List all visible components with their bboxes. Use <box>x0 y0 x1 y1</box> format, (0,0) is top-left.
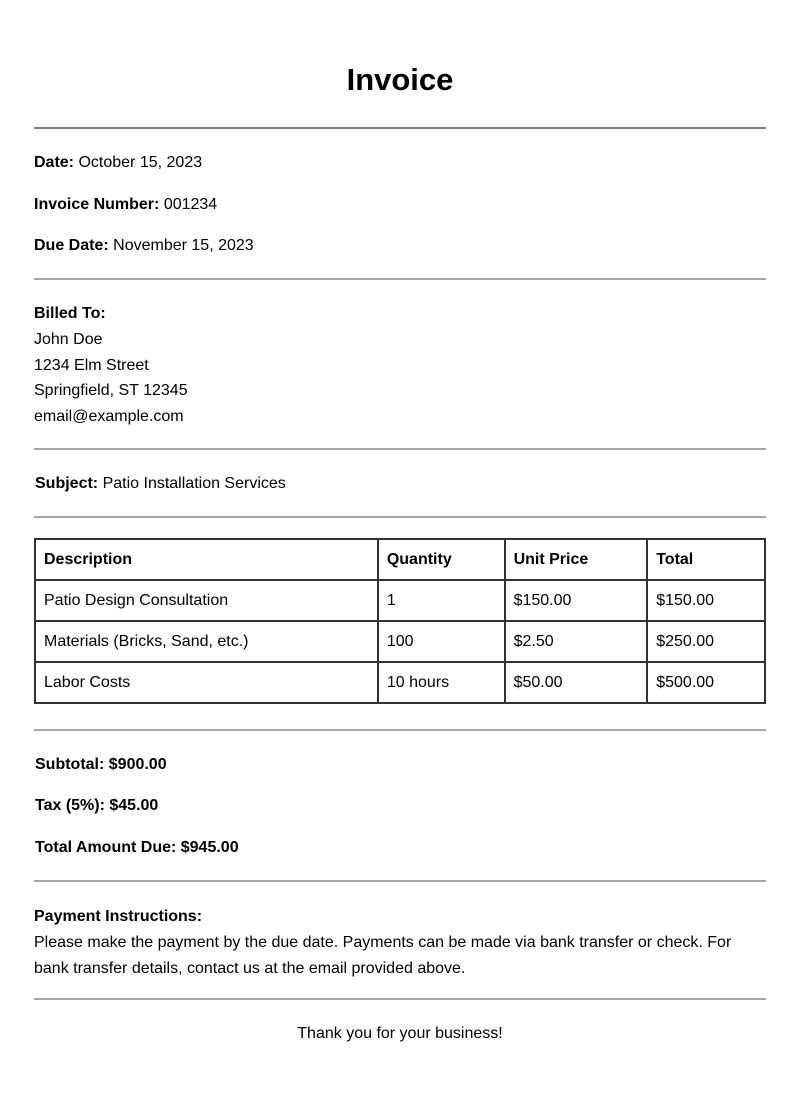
table-row <box>35 662 765 703</box>
cell-total: $250.00 <box>647 621 765 662</box>
cell-quantity: 100 <box>378 621 505 662</box>
subject-label: Subject: <box>35 475 99 492</box>
cell-total: $150.00 <box>647 580 765 621</box>
divider <box>34 127 766 129</box>
total-amount-due: Total Amount Due: $945.00 <box>35 839 239 856</box>
cell-unit-price: $2.50 <box>505 621 648 662</box>
table-row <box>35 621 765 662</box>
divider <box>34 278 766 280</box>
billed-to-email: email@example.com <box>34 408 184 426</box>
divider <box>34 448 766 450</box>
cell-unit-price: $150.00 <box>505 580 648 621</box>
due-date-value: November 15, 2023 <box>113 237 254 254</box>
subject-line <box>35 474 286 494</box>
billed-to-name: John Doe <box>34 330 103 348</box>
divider <box>34 516 766 518</box>
line-items-table <box>34 538 766 704</box>
due-date-label: Due Date: <box>34 237 109 254</box>
billed-to-street: 1234 Elm Street <box>34 356 149 374</box>
billed-to-section <box>34 301 188 430</box>
date-label: Date: <box>34 154 75 171</box>
divider <box>34 998 766 1000</box>
invoice-date <box>34 153 202 173</box>
tax: Tax (5%): $45.00 <box>35 797 159 814</box>
payment-instructions <box>34 904 766 981</box>
payment-instructions-label: Payment Instructions: <box>34 908 203 925</box>
billed-to-label: Billed To: <box>34 305 106 322</box>
table-header-row <box>35 539 765 580</box>
payment-instructions-text: Please make the payment by the due date. Payments can be made via bank transfer or check. For bank transfer details, contact us at the email provided above. <box>34 933 732 977</box>
billed-to-city: Springfield, ST 12345 <box>34 382 188 400</box>
cell-description: Patio Design Consultation <box>35 580 378 621</box>
page-title: Invoice <box>346 62 454 97</box>
cell-quantity: 1 <box>378 580 505 621</box>
column-header-unit-price: Unit Price <box>505 539 648 580</box>
invoice-number <box>34 195 217 215</box>
thank-you-note: Thank you for your business! <box>297 1025 503 1042</box>
column-header-total: Total <box>647 539 765 580</box>
column-header-quantity: Quantity <box>378 539 505 580</box>
invoice-number-label: Invoice Number: <box>34 196 160 213</box>
divider <box>34 729 766 731</box>
table-row <box>35 580 765 621</box>
date-value: October 15, 2023 <box>78 154 203 171</box>
due-date <box>34 236 254 256</box>
cell-unit-price: $50.00 <box>505 662 648 703</box>
cell-total: $500.00 <box>647 662 765 703</box>
invoice-number-value: 001234 <box>163 196 218 213</box>
subtotal: Subtotal: $900.00 <box>35 756 167 773</box>
cell-description: Labor Costs <box>35 662 378 703</box>
cell-quantity: 10 hours <box>378 662 505 703</box>
column-header-description: Description <box>35 539 378 580</box>
cell-description: Materials (Bricks, Sand, etc.) <box>35 621 378 662</box>
divider <box>34 880 766 882</box>
subject-value: Patio Installation Services <box>102 475 286 492</box>
